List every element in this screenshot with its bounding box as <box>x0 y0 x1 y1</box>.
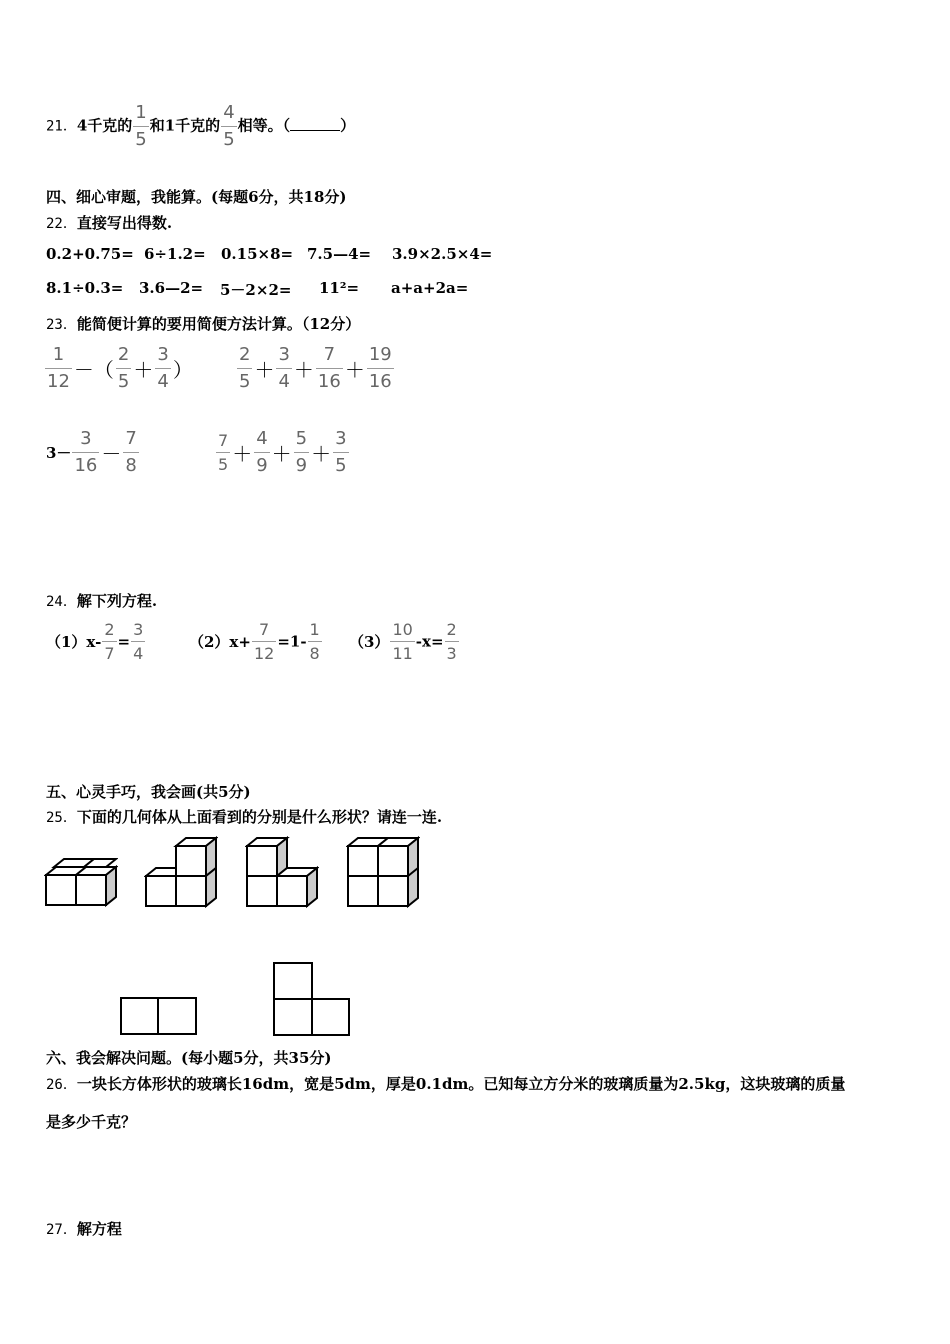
question-text: 直接写出得数. <box>76 214 173 232</box>
question-25 <box>46 806 442 827</box>
fraction: $\frac{4}{5}$ <box>223 102 235 150</box>
question-text: 下面的几何体从上面看到的分别是什么形状？请连一连. <box>76 808 443 826</box>
question-text: 解下列方程. <box>76 592 158 610</box>
expression-1: $\frac{1}{12}$ －（ $\frac{2}{5}$ ＋ $\frac{3}{4}$ ） <box>47 344 193 392</box>
question-26 <box>46 1073 845 1094</box>
calc-item: 0.2+0.75= <box>46 245 134 263</box>
answer-blank[interactable] <box>290 116 340 131</box>
expression-4: $\frac{7}{5}$ ＋ $\frac{4}{9}$ ＋ $\frac{5}{9}$ ＋ $\frac{3}{5}$ <box>218 428 347 476</box>
equation-2: （2）x+ $\frac{7}{12}$ =1- $\frac{1}{8}$ <box>189 620 320 663</box>
question-22 <box>46 212 172 233</box>
expression-3: 3－ $\frac{3}{16}$ － $\frac{7}{8}$ <box>46 428 137 476</box>
calc-item: 8.1÷0.3= <box>46 279 124 297</box>
equation-3: （3） $\frac{10}{11}$ -x= $\frac{2}{3}$ <box>349 620 457 663</box>
q21-text-d: ） <box>340 116 356 135</box>
question-number: 27． <box>46 1222 77 1238</box>
top-view-l-shape <box>272 961 352 1037</box>
question-number: 25． <box>46 810 77 826</box>
question-27 <box>46 1218 122 1239</box>
section-6-title: 六、我会解决问题。(每小题5分，共35分) <box>46 1049 332 1067</box>
calc-item: 6÷1.2= <box>144 245 206 263</box>
question-24 <box>46 590 157 611</box>
equation-1: （1）x- $\frac{2}{7}$ = $\frac{3}{4}$ <box>46 620 144 663</box>
q21-text-b: 和1千克的 <box>149 116 221 135</box>
question-23 <box>46 313 360 334</box>
top-view-two-squares <box>119 996 199 1036</box>
question-text: 能简便计算的要用简便方法计算。（12分） <box>76 315 361 333</box>
calc-item: a+a+2a= <box>391 279 469 297</box>
calc-item: 3.9×2.5×4= <box>392 245 493 263</box>
question-26-line-2: 是多少千克？ <box>46 1113 137 1131</box>
calc-item: 5－2×2= <box>220 281 292 299</box>
question-number: 21． <box>46 118 77 135</box>
calc-item: 0.15×8= <box>221 245 294 263</box>
cube-solid-2 <box>144 836 218 910</box>
question-number: 24． <box>46 594 77 610</box>
q21-text-a: 4千克的 <box>76 116 133 135</box>
question-number: 26． <box>46 1077 77 1093</box>
question-number: 23． <box>46 317 77 333</box>
calc-item: 11²= <box>319 279 360 297</box>
question-21 <box>46 102 355 151</box>
cube-solid-4 <box>346 836 420 910</box>
section-5-title: 五、心灵手巧，我会画(共5分) <box>46 783 251 801</box>
cube-solid-1 <box>44 855 118 909</box>
q21-text-c: 相等。（ <box>237 116 291 135</box>
calc-item: 7.5—4= <box>307 245 372 263</box>
expression-2: $\frac{2}{5}$ ＋ $\frac{3}{4}$ ＋ $\frac{7}{16}$ ＋ $\frac{19}{16}$ <box>239 344 392 392</box>
calc-item: 3.6—2= <box>139 279 204 297</box>
section-4-title: 四、细心审题，我能算。(每题6分，共18分) <box>46 188 347 206</box>
question-text: 一块长方体形状的玻璃长16dm，宽是5dm，厚是0.1dm。已知每立方分米的玻璃质量为2.5kg，这块玻璃的质量 <box>76 1075 846 1093</box>
fraction: $\frac{1}{5}$ <box>135 102 147 150</box>
cube-solid-3 <box>245 836 319 910</box>
question-number: 22． <box>46 216 77 232</box>
question-text: 解方程 <box>76 1220 122 1238</box>
